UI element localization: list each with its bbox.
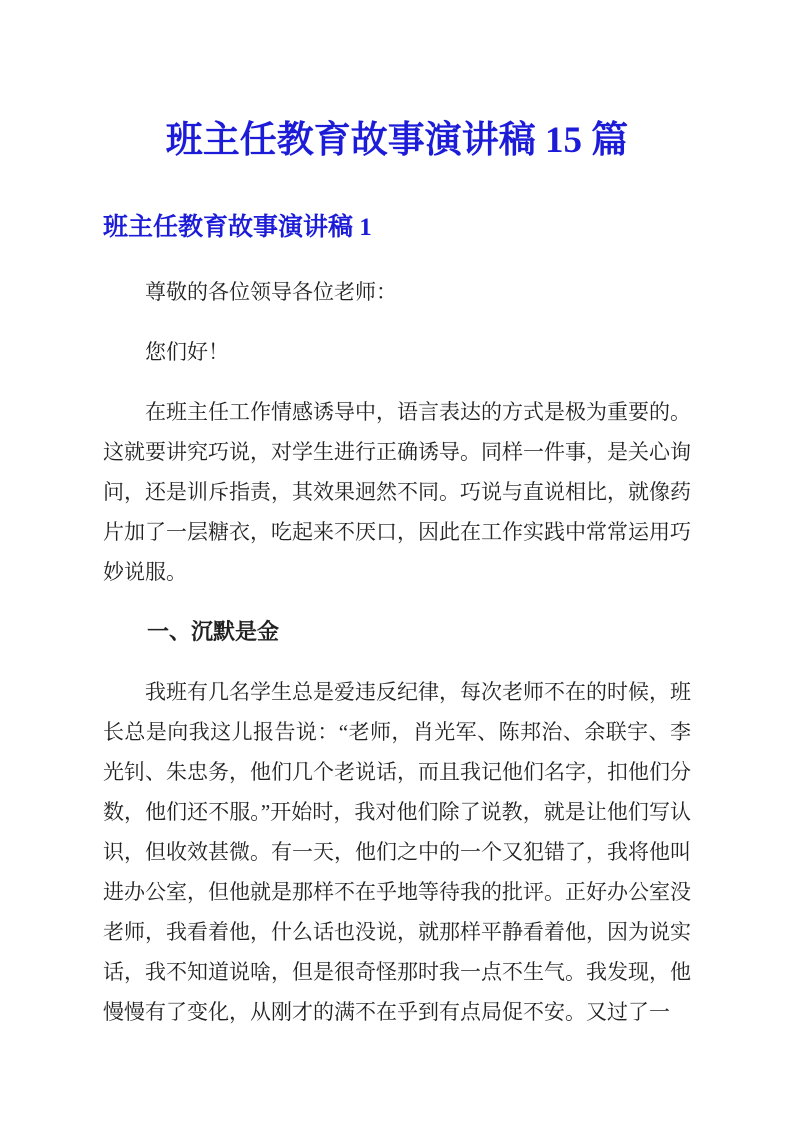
intro-paragraph: 在班主任工作情感诱导中，语言表达的方式是极为重要的。这就要讲究巧说，对学生进行正确诱导。同样一件事，是关心询问，还是训斥指责，其效果迥然不同。巧说与直说相比，就像药片加了一层糖衣，吃起来不厌口，因此在工作实践中常常运用巧妙说服。: [103, 400, 691, 584]
salutation-line: 尊敬的各位领导各位老师：: [145, 280, 397, 304]
greeting-line: 您们好！: [145, 340, 229, 364]
story-paragraph: 我班有几名学生总是爱违反纪律，每次老师不在的时候，班长总是向我这儿报告说：“老师，肖光军、陈邦治、余联宇、李光钊、朱忠务，他们几个老说话，而且我记他们名字，扣他们分数，他们还不服。”开始时，我对他们除了说教，就是让他们写认识，但收效甚微。有一天，他们之中的一个又犯错了，我将他叫进办公室，但他就是那样不在乎地等待我的批评。正好办公室没老师，我看着他，什么话也没说，就那样平静看着他，因为说实话，我不知道说啥，但是很奇怪那时我一点不生气。我发现，他慢慢有了变化，从刚才的满不在乎到有点局促不安。又过了一: [103, 680, 691, 1024]
document-title: 班主任教育故事演讲稿 15 篇: [165, 120, 629, 161]
article-heading: 班主任教育故事演讲稿 1: [103, 214, 372, 241]
section-heading: 一、沉默是金: [147, 619, 280, 644]
